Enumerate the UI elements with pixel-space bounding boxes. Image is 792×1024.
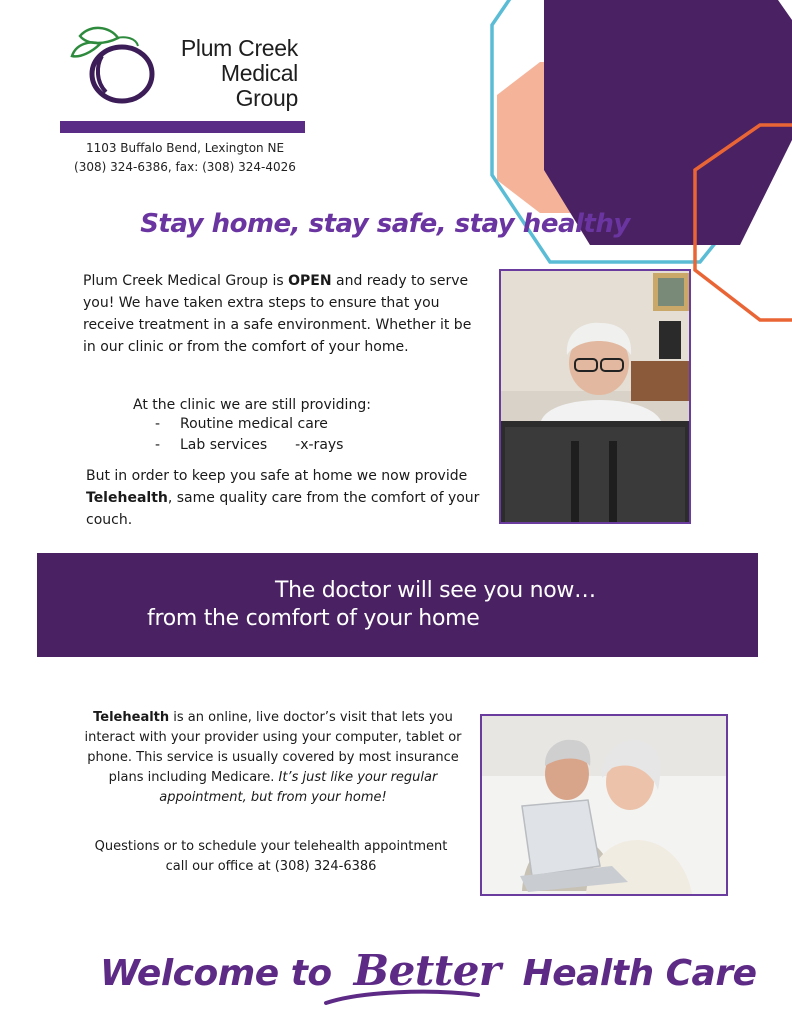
better-script: Better	[353, 946, 501, 995]
intro-open: OPEN	[288, 273, 332, 289]
photo-senior-couple-laptop	[480, 714, 728, 896]
footer-slogan: Welcome to Better Health Care	[100, 946, 757, 995]
plum-icon	[66, 22, 160, 106]
telehealth-bold: Telehealth	[86, 490, 168, 506]
list-item: - Lab services -x-rays	[155, 437, 344, 453]
questions-paragraph: Questions or to schedule your telehealth appointment call our office at (308) 324-6386	[94, 839, 448, 874]
intro-text-2: and ready to serve you! We have taken extra steps to ensure that you receive treatment in a safe environment. Whether it be in our clinic or from the comfort of your home.	[83, 273, 472, 355]
list-item: - Routine medical care	[155, 416, 328, 432]
telehealth-term: Telehealth	[93, 710, 170, 725]
telehealth-description: Telehealth is an online, live doctor’s visit that lets you interact with your provider using your computer, tablet or phone. This service is usually covered by most insurance plans including Medicare. It’s just like your regular appointment, but from your home!	[84, 710, 462, 805]
banner	[37, 553, 758, 657]
logo-underline-bar	[60, 121, 305, 133]
clinic-services-title: At the clinic we are still providing:	[133, 397, 371, 413]
clinic-services-list	[155, 414, 343, 456]
banner-line-1: The doctor will see you now…	[275, 578, 596, 603]
logo-line-1: Plum Creek	[180, 35, 298, 61]
logo-line-2: Medical	[220, 60, 298, 86]
intro-text-1: Plum Creek Medical Group is	[83, 273, 289, 289]
intro-paragraph	[83, 270, 483, 358]
banner-line-2: from the comfort of your home	[147, 606, 480, 631]
address-phones: (308) 324-6386, fax: (308) 324-4026	[74, 160, 296, 174]
logo-wordmark	[152, 36, 298, 111]
address-block	[60, 139, 310, 177]
photo-senior-man-computer	[499, 269, 691, 524]
logo-line-3: Group	[235, 85, 298, 111]
tagline: Stay home, stay safe, stay healthy	[140, 209, 630, 239]
closing-paragraph: But in order to keep you safe at home we now provide Telehealth, same quality care from the comfort of your couch.	[86, 468, 480, 528]
better-swash	[322, 985, 482, 1007]
telehealth-italic: It’s just like your regular appointment, but from your home!	[159, 770, 438, 805]
address-street: 1103 Buffalo Bend, Lexington NE	[85, 141, 285, 155]
